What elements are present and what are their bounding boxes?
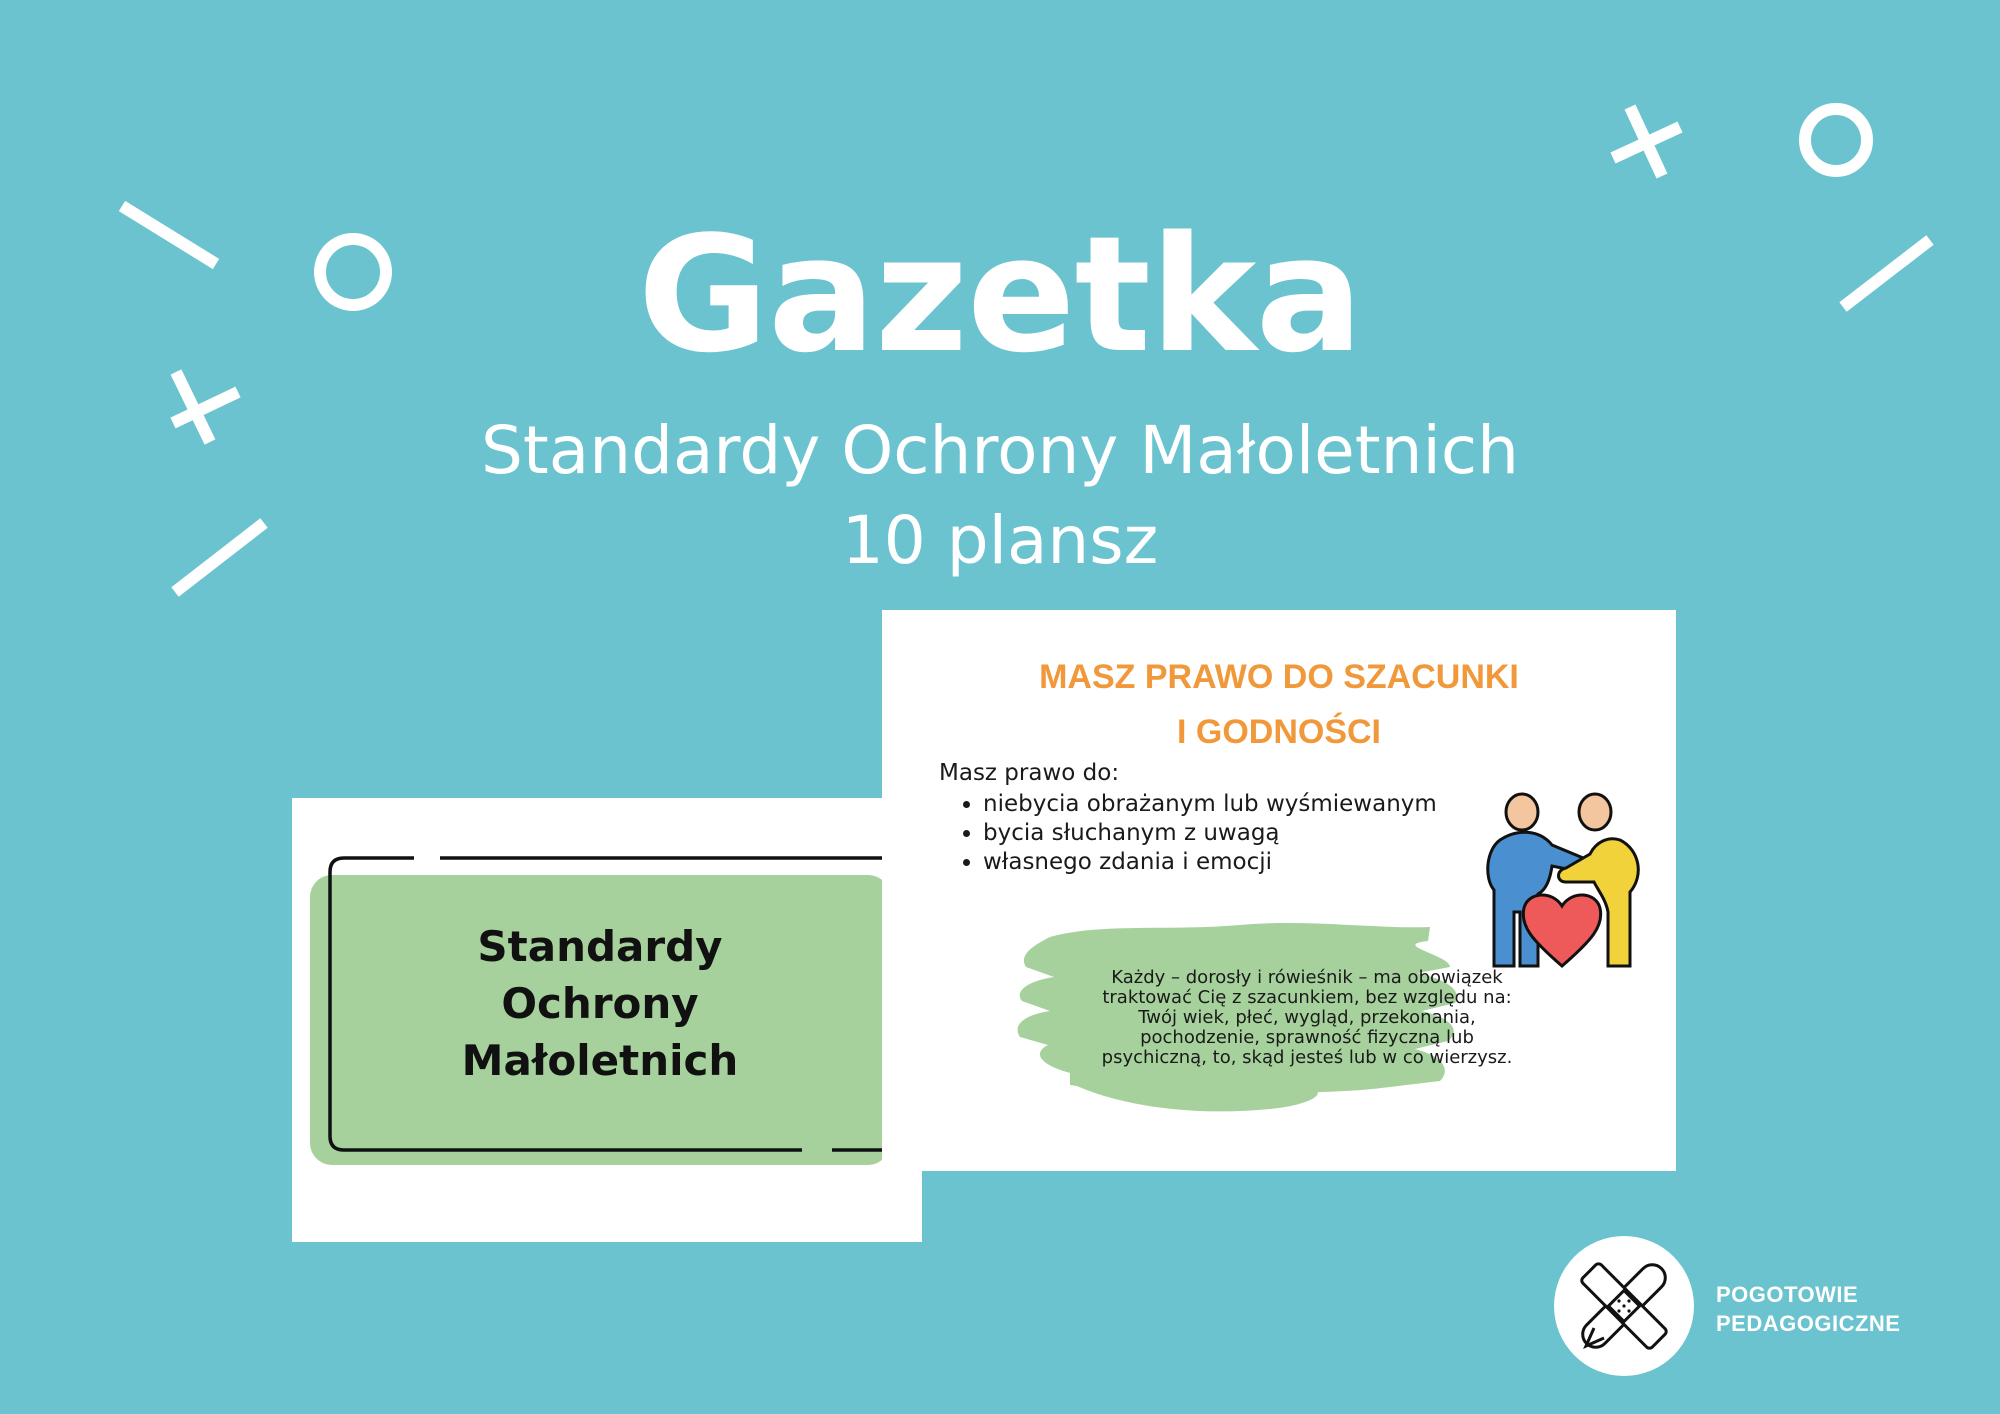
rights-title [882,650,1676,760]
list-item: • niebycia obrażanym lub wyśmiewanym [983,790,1437,819]
rights-title-line: MASZ PRAWO DO SZACUNKI [1039,658,1519,696]
page-subtitle: Standardy Ochrony Małoletnich [481,412,1519,489]
people-heart-illustration [1480,790,1660,970]
card-title-text [310,918,890,1089]
note-line: Twój wiek, płeć, wygląd, przekonania, [1138,1007,1476,1028]
rights-list [939,790,1437,877]
head-right [1579,794,1611,830]
card-title-line: Małoletnich [461,1036,739,1085]
rights-intro: Masz prawo do: [939,760,1120,786]
list-item: • własnego zdania i emocji [983,848,1437,877]
note-line: psychiczną, to, skąd jesteś lub w co wierzysz. [1101,1047,1513,1068]
brand-name [1716,1280,1900,1338]
preview-card-rights [882,610,1676,1171]
bandage-pencil-icon [1553,1235,1695,1377]
rights-note [1047,968,1567,1068]
card-title-line: Standardy [477,922,723,971]
head-left [1506,794,1538,830]
list-item: • bycia słuchanym z uwagą [983,819,1437,848]
board-count: 10 plansz [841,502,1159,579]
preview-card-title [292,798,922,1242]
note-line: pochodzenie, sprawność fizyczną lub [1140,1027,1474,1048]
brand-line: POGOTOWIE [1716,1282,1859,1307]
circle-icon [1805,109,1867,171]
brand-line: PEDAGOGICZNE [1716,1311,1901,1336]
page-title: Gazetka [637,201,1363,388]
note-line: traktować Cię z szacunkiem, bez względu na: [1102,987,1512,1008]
cross-icon [1613,107,1680,176]
rights-title-line: I GODNOŚCI [1176,713,1382,751]
note-line: Każdy – dorosły i rówieśnik – ma obowiązek [1111,967,1503,988]
card-title-line: Ochrony [501,979,699,1028]
